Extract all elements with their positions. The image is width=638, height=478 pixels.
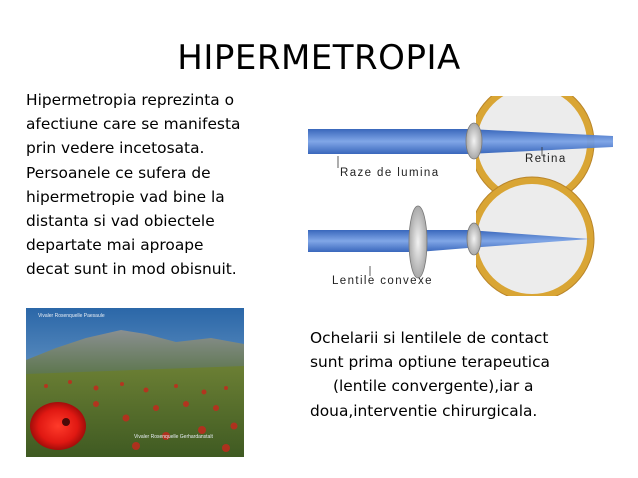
slide-title: HIPERMETROPIA	[177, 38, 461, 78]
treatment-text	[310, 326, 610, 423]
description-line: prin vedere incetosata.	[26, 139, 205, 158]
description-line: distanta si vad obiectele	[26, 212, 215, 231]
description-line: afectiune care se manifesta	[26, 115, 241, 134]
photo-caption-top: Vivaler Rosenquelle Paesaule	[38, 313, 105, 319]
photo-caption-bottom: Vivaler Rosenquelle Gerhardanstalt	[134, 434, 213, 440]
poppy-field-photo	[26, 308, 244, 457]
description-line: hipermetropie vad bine la	[26, 187, 225, 206]
hyperopia-description	[26, 88, 276, 282]
treatment-line: Ochelarii si lentilele de contact	[310, 329, 549, 347]
description-line: departate mai aproape	[26, 236, 204, 255]
eye-corrected	[308, 177, 594, 296]
description-line: Persoanele ce sufera de	[26, 163, 211, 182]
treatment-line: doua,interventie chirurgicala.	[310, 401, 538, 420]
eye-diagram	[308, 96, 622, 296]
label-light-rays: Raze de lumina	[340, 167, 440, 179]
description-line: Hipermetropia reprezinta o	[26, 91, 234, 109]
label-retina: Retina	[525, 153, 567, 165]
description-line: decat sunt in mod obisnuit.	[26, 260, 237, 279]
label-convex-lens: Lentile convexe	[332, 275, 433, 287]
treatment-line: sunt prima optiune terapeutica	[310, 353, 550, 372]
treatment-line: (lentile convergente),iar a	[333, 377, 534, 396]
